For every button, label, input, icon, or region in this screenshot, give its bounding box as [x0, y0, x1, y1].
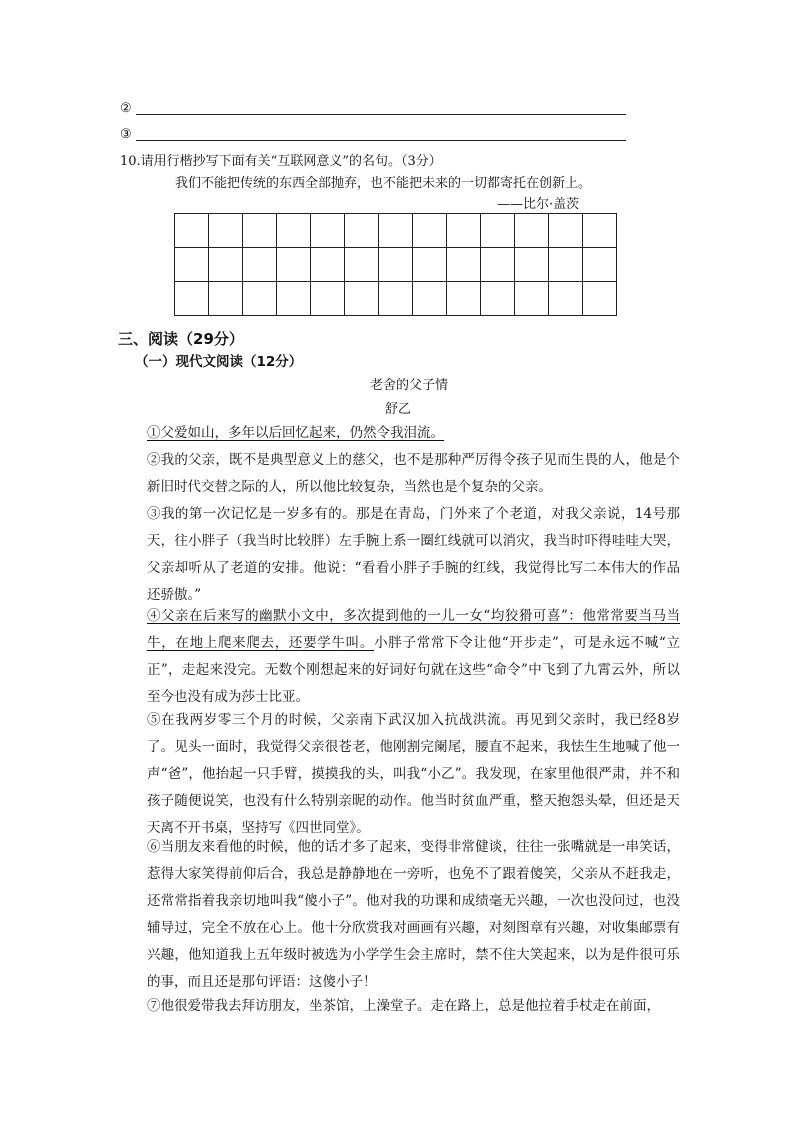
- quote-text: 我们不能把传统的东西全部抛弃，也不能把未来的一切都寄托在创新上。: [175, 176, 592, 191]
- paragraph-text: ⑦他很爱带我去拜访朋友，坐茶馆，上澡堂子。走在路上，总是他拉着手杖走在前面，: [147, 998, 660, 1014]
- grid-cell[interactable]: [277, 282, 311, 316]
- grid-cell[interactable]: [481, 248, 515, 282]
- grid-cell[interactable]: [345, 248, 379, 282]
- grid-cell[interactable]: [549, 214, 583, 248]
- paragraph-text: ①父爱如山，多年以后回忆起来，仍然令我泪流。: [147, 425, 444, 441]
- grid-cell[interactable]: [379, 248, 413, 282]
- question-10-prompt: 10.请用行楷抄写下面有关“互联网意义”的名句。（3分）: [120, 154, 442, 169]
- grid-cell[interactable]: [379, 214, 413, 248]
- grid-cell[interactable]: [583, 214, 617, 248]
- grid-cell[interactable]: [413, 214, 447, 248]
- paragraph-text: ⑥当朋友来看他的时候，他的话才多了起来，变得非常健谈，往往一张嘴就是一串笑话，惹得大家笑得前仰后合，我总是静静地在一旁听，也免不了跟着傻笑，父亲从不赶我走，还常常指着我亲切地叫我“傻小子”。他对我的功课和成绩毫无兴趣，一次也没问过，也没辅导过，完全不放在心上。他十分欣赏我对画画有兴趣，对刻图章有兴趣，对收集邮票有兴趣，他知道我上五年级时被选为小学学生会主席时，禁不住大笑起来，以为是件很可乐的事，而且还是那句评语：这傻小子！: [147, 839, 680, 990]
- article-title: 老舍的父子情: [370, 378, 449, 393]
- grid-cell[interactable]: [481, 282, 515, 316]
- grid-cell[interactable]: [583, 282, 617, 316]
- article-paragraph: [120, 447, 680, 501]
- article-paragraph: [120, 993, 680, 1020]
- grid-cell[interactable]: [481, 214, 515, 248]
- grid-cell[interactable]: [515, 248, 549, 282]
- grid-cell[interactable]: [243, 214, 277, 248]
- grid-cell[interactable]: [311, 248, 345, 282]
- article-paragraph: [120, 834, 680, 996]
- article-paragraph: [120, 501, 680, 609]
- grid-cell[interactable]: [413, 282, 447, 316]
- grid-cell[interactable]: [549, 248, 583, 282]
- grid-cell[interactable]: [175, 214, 209, 248]
- paragraph-text: 小胖子常常下令让他“开步走”，可是永远不喊“立正”，走起来没完。无数个刚想起来的好词好句就在这些“命令”中飞到了九霄云外，所以至今也没有成为莎士比亚。: [147, 635, 680, 705]
- grid-row: [175, 282, 617, 316]
- grid-cell[interactable]: [243, 248, 277, 282]
- writing-grid[interactable]: [174, 213, 617, 316]
- grid-cell[interactable]: [379, 282, 413, 316]
- grid-cell[interactable]: [311, 282, 345, 316]
- paragraph-text: ②我的父亲，既不是典型意义上的慈父，也不是那种严厉得令孩子见而生畏的人，他是个新旧时代交替之际的人，所以他比较复杂，当然也是个复杂的父亲。: [147, 452, 680, 495]
- answer-line-label: ②: [120, 101, 132, 116]
- grid-cell[interactable]: [345, 282, 379, 316]
- grid-row: [175, 214, 617, 248]
- paragraph-underlined-text: ④父亲在后来写的幽默小文中，多次提到他的一儿一女“均狡猾可喜”：他常常要当马当牛，在地上爬来爬去，还要学牛叫。: [147, 608, 680, 651]
- grid-cell[interactable]: [277, 248, 311, 282]
- grid-cell[interactable]: [175, 282, 209, 316]
- paragraph-text: ⑤在我两岁零三个月的时候，父亲南下武汉加入抗战洪流。再见到父亲时，我已经8岁了。见头一面时，我觉得父亲很苍老，他刚割完阑尾，腰直不起来，我怯生生地喊了他一声“爸”，他抬起一只手臂，摸摸我的头，叫我“小乙”。我发现，在家里他很严肃，并不和孩子随便说笑，也没有什么特别亲昵的动作。他当时贫血严重，整天抱怨头晕，但还是天天离不开书桌，坚持写《四世同堂》。: [147, 712, 680, 836]
- article-author: 舒乙: [385, 402, 412, 417]
- grid-cell[interactable]: [447, 214, 481, 248]
- section-subtitle: （一）现代文阅读（12分）: [135, 354, 303, 370]
- grid-cell[interactable]: [583, 248, 617, 282]
- grid-cell[interactable]: [447, 248, 481, 282]
- paragraph-text: ③我的第一次记忆是一岁多有的。那是在青岛，门外来了个老道，对我父亲说，14号那天，往小胖子（我当时比较胖）左手腕上系一圈红线就可以消灾，我当时吓得哇哇大哭，父亲却听从了老道的安排。他说：“看看小胖子手腕的红线，我觉得比写二本伟大的作品还骄傲。”: [147, 506, 680, 603]
- grid-cell[interactable]: [345, 214, 379, 248]
- answer-line-3[interactable]: [120, 127, 630, 145]
- grid-row: [175, 248, 617, 282]
- grid-cell[interactable]: [243, 282, 277, 316]
- section-title: 三、阅读（29分）: [118, 330, 244, 348]
- grid-cell[interactable]: [447, 282, 481, 316]
- quote-author: ——比尔·盖茨: [497, 197, 580, 212]
- article-paragraph: [120, 420, 680, 447]
- grid-cell[interactable]: [413, 248, 447, 282]
- grid-cell[interactable]: [515, 214, 549, 248]
- answer-line-label: ③: [120, 127, 132, 142]
- grid-cell[interactable]: [175, 248, 209, 282]
- grid-cell[interactable]: [209, 248, 243, 282]
- article-paragraph: [120, 603, 680, 711]
- grid-cell[interactable]: [209, 214, 243, 248]
- article-paragraph: [120, 707, 680, 842]
- grid-cell[interactable]: [277, 214, 311, 248]
- blank-line: [136, 114, 626, 115]
- grid-cell[interactable]: [209, 282, 243, 316]
- grid-cell[interactable]: [515, 282, 549, 316]
- grid-cell[interactable]: [549, 282, 583, 316]
- answer-line-2[interactable]: [120, 101, 630, 119]
- grid-cell[interactable]: [311, 214, 345, 248]
- blank-line: [136, 140, 626, 141]
